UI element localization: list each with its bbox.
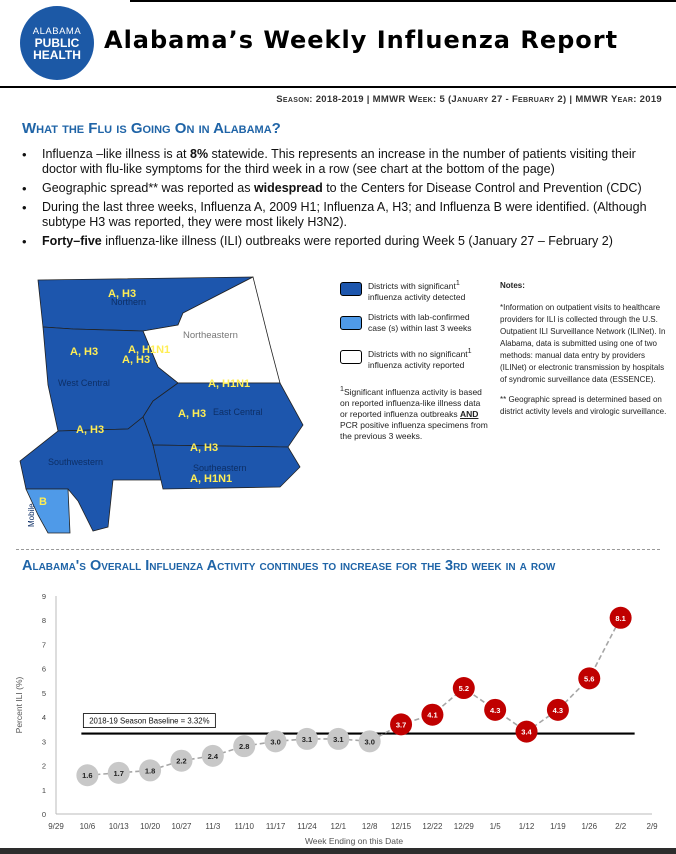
map-label: A, H1N1 <box>208 378 251 390</box>
bottom-bar <box>0 848 676 854</box>
legend-text: Districts with lab-confirmed <box>368 312 470 322</box>
map-label: A, H3 <box>122 354 151 366</box>
data-label: 2.2 <box>176 756 187 766</box>
x-tick-label: 12/15 <box>391 822 412 831</box>
map-district-name: East Central <box>213 407 263 417</box>
y-tick-label: 9 <box>41 592 46 601</box>
data-label: 4.3 <box>489 705 501 715</box>
bullet-spread <box>22 181 662 196</box>
data-label: 3.7 <box>395 720 407 730</box>
footnote-sup: 1 <box>340 385 344 393</box>
bullet-text: to the Centers for Disease Control and Prevention (CDC) <box>322 181 642 195</box>
bullet-text: Geographic spread** was reported as <box>42 181 254 195</box>
x-tick-label: 2/9 <box>646 822 658 831</box>
chart-heading: Alabama's Overall Influenza Activity continues to increase for the 3rd week in a row <box>22 558 556 574</box>
header-rule <box>0 86 676 88</box>
map-district-name: Southwestern <box>48 457 104 467</box>
legend-text: Districts with no significant <box>368 348 468 359</box>
bullet-outbreaks <box>22 234 662 249</box>
bullet-bold: 8% <box>190 147 209 161</box>
top-rule <box>130 0 676 2</box>
logo-line-1: ALABAMA <box>32 26 82 37</box>
x-tick-label: 10/13 <box>108 822 129 831</box>
data-label: 5.2 <box>458 684 470 694</box>
map-district-name: West Central <box>58 378 110 388</box>
x-tick-label: 1/19 <box>550 822 566 831</box>
notes-panel <box>500 280 670 426</box>
footnote-text: Significant influenza activity is based on reported influenza-like illness data or reported influenza outbreaks <box>340 386 482 419</box>
map-district-name: Mobile <box>27 503 36 527</box>
map-label: A, H3 <box>108 288 137 300</box>
data-label: 3.4 <box>521 727 532 737</box>
y-tick-label: 1 <box>41 785 46 795</box>
map-district-name: Northern <box>111 297 147 307</box>
data-label: 2.4 <box>207 751 219 761</box>
data-label: 8.1 <box>615 613 626 623</box>
data-label: 1.8 <box>144 766 156 776</box>
map-label: A, H3 <box>76 424 105 436</box>
data-label: 5.6 <box>584 674 595 684</box>
map-label: A, H3 <box>178 408 207 420</box>
y-axis-title: Percent ILI (%) <box>14 676 24 734</box>
x-tick-label: 12/29 <box>453 822 474 831</box>
x-tick-label: 11/24 <box>297 822 317 831</box>
legend-text: influenza activity detected <box>368 291 466 302</box>
logo-line-2: PUBLIC <box>34 36 80 50</box>
map-label: A, H1N1 <box>128 344 171 356</box>
section-divider <box>16 549 660 550</box>
legend-text: case (s) within last 3 weeks <box>368 323 472 333</box>
bullet-text: statewide. This represents an increase in the number of patients visiting their doctor with flu-like symptoms for the third week in a row (see chart at the bottom of the page) <box>42 147 636 176</box>
footnote-bold: AND <box>460 408 479 419</box>
ili-line-chart <box>0 584 676 854</box>
x-tick-label: 1/5 <box>489 822 501 831</box>
notes-paragraph-1: *Information on outpatient visits to healthcare providers for ILI is collected through the U.S. Outpatient ILI Surveillance Network (ILINet). In Alabama, data is submitted using one of two methods: manual data entry by providers (ILINet) or electronic transmission by hospitals of syndromic surveillance data (ESSENCE). <box>500 303 666 384</box>
data-label: 4.1 <box>427 710 438 720</box>
bullet-text: influenza-like illness (ILI) outbreaks were reported during Week 5 (January 27 – February 2) <box>101 234 613 248</box>
legend-item-lab <box>340 312 490 346</box>
y-tick-label: 3 <box>41 737 46 747</box>
x-tick-label: 12/22 <box>422 822 443 831</box>
logo-line-3: HEALTH <box>33 48 81 62</box>
notes-title: Notes: <box>500 281 525 290</box>
y-tick-label: 8 <box>41 616 46 626</box>
alabama-district-map <box>18 275 326 537</box>
legend-swatch-significant <box>340 282 362 296</box>
y-tick-label: 2 <box>41 761 46 771</box>
bullet-text: During the last three weeks, Influenza A, 2009 H1; Influenza A, H3; and Influenza B were identified. (Although subtype H3 was reported, they were most likely H3N2). <box>42 200 647 229</box>
x-tick-label: 12/8 <box>361 822 378 831</box>
bullet-bold: Forty–five <box>42 234 102 248</box>
data-label: 1.6 <box>82 771 93 781</box>
x-tick-label: 11/10 <box>234 822 254 831</box>
x-tick-label: 11/17 <box>265 822 286 831</box>
data-label: 3.0 <box>364 737 375 747</box>
bullet-text: Influenza –like illness is at <box>42 147 190 161</box>
y-tick-label: 4 <box>41 713 46 723</box>
legend-text: Districts with significant <box>368 280 456 291</box>
map-district-name: Southeastern <box>193 463 247 473</box>
report-header <box>0 0 676 90</box>
map-district-name: Northeastern <box>183 330 238 341</box>
map-label: A, H3 <box>70 346 99 358</box>
x-tick-label: 10/6 <box>79 822 96 831</box>
baseline-label: 2018-19 Season Baseline = 3.32% <box>89 716 210 726</box>
legend-sup: 1 <box>467 347 472 355</box>
map-label: A, H3 <box>190 442 219 454</box>
data-label: 1.7 <box>113 768 124 778</box>
legend-swatch-lab <box>340 316 362 330</box>
y-tick-label: 0 <box>41 810 46 819</box>
map-legend <box>340 278 490 442</box>
y-tick-label: 5 <box>41 688 46 698</box>
x-tick-label: 1/26 <box>581 822 598 831</box>
x-tick-label: 1/12 <box>518 822 535 831</box>
x-tick-label: 2/2 <box>615 822 627 831</box>
notes-paragraph-2: ** Geographic spread is determined based on district activity levels and virologic surveillance. <box>500 395 667 416</box>
data-label: 2.8 <box>238 742 250 752</box>
legend-item-none <box>340 346 490 380</box>
season-line: Season: 2018-2019 | MMWR Week: 5 (January 27 - February 2) | MMWR Year: 2019 <box>276 94 662 105</box>
report-title: Alabama’s Weekly Influenza Report <box>104 26 619 54</box>
data-label: 3.1 <box>301 734 313 744</box>
legend-sup: 1 <box>455 279 460 287</box>
legend-text: influenza activity reported <box>368 359 465 370</box>
bullet-subtypes <box>22 200 662 230</box>
legend-footnote <box>340 384 490 442</box>
map-label: B <box>39 496 47 508</box>
series-line <box>87 618 620 775</box>
data-label: 4.3 <box>552 705 564 715</box>
map-label: A, H1N1 <box>190 473 233 485</box>
x-axis-title: Week Ending on this Date <box>304 836 404 846</box>
x-tick-label: 10/27 <box>171 822 192 831</box>
x-tick-label: 10/20 <box>140 822 161 831</box>
summary-bullets <box>22 147 662 253</box>
footnote-text: PCR positive influenza specimens from the previous 3 weeks. <box>340 419 488 441</box>
x-tick-label: 9/29 <box>48 822 64 831</box>
y-tick-label: 6 <box>41 664 46 674</box>
bullet-bold: widespread <box>253 181 323 195</box>
x-tick-label: 12/1 <box>330 822 347 831</box>
y-tick-label: 7 <box>41 640 46 650</box>
data-label: 3.1 <box>333 734 344 744</box>
data-label: 3.0 <box>270 737 281 747</box>
alabama-public-health-logo <box>20 6 94 80</box>
flu-section-heading: What the Flu is Going On in Alabama? <box>22 120 281 137</box>
legend-item-significant <box>340 278 490 312</box>
legend-swatch-none <box>340 350 362 364</box>
bullet-ili <box>22 147 662 177</box>
x-tick-label: 11/3 <box>205 822 221 831</box>
